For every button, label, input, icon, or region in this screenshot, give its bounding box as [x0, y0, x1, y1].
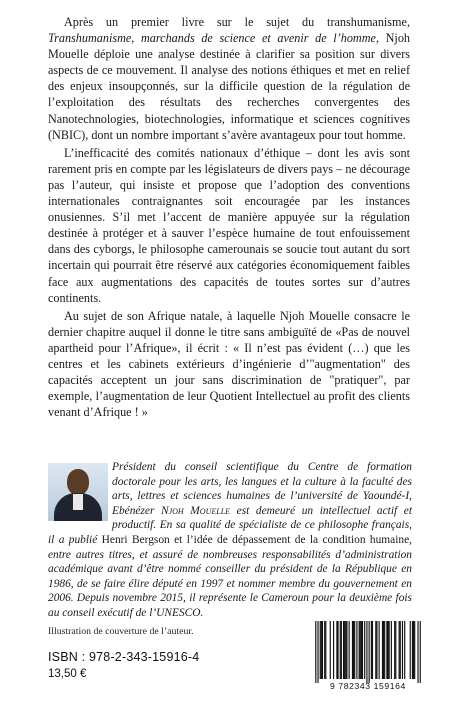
barcode-bar: [376, 621, 377, 679]
barcode-bar: [372, 621, 373, 679]
summary-paragraph-3: Au sujet de son Afrique natale, à laquelle Njoh Mouelle consacre le dernier chapitre auquel il donne le titre sans ambiguïté de «Pas de nouvel apartheid pour l’Afrique», il écrit : « Il n’est pas évident (…) que les centres et les cabinets extérieurs d’ingénierie d’"augmentation" des capacités acceptent un jour sans discrimination de "pratiquer", par exemple, l’augmentation de leur Quotient Intellectuel au profit des clients venant d’Afrique ! »: [48, 308, 410, 420]
barcode-bar: [315, 621, 316, 683]
barcode-bar: [399, 621, 400, 679]
barcode-bar: [346, 621, 347, 679]
barcode-bar: [325, 621, 326, 679]
barcode-bar: [387, 621, 388, 679]
barcode-bar: [366, 621, 367, 683]
summary-paragraph-1: [48, 14, 410, 143]
barcode-bar: [360, 621, 361, 679]
barcode-bar: [369, 621, 370, 683]
barcode-bar: [324, 621, 325, 679]
price: 13,50 €: [48, 668, 87, 680]
summary-paragraph-2: L’inefficacité des comités nationaux d’éthique – dont les avis sont rarement pris en compte par les législateurs de divers pays – ne décourage pas l’auteur, qui insiste et propose que l’adoption des conventions internationales contraignantes soit encouragée par les instances onusiennes. S’il met l’accent de manière appuyée sur la régulation destinée à protéger et à sauver l’espèce humaine de tout enfouissement dans des cyborgs, le philosophe camerounais se soucie tout autant du sort incertain qui pourrait être réservé aux catégories économiquement faibles face aux augmentations des capacités de toutes sortes sur d’autres continents.: [48, 145, 410, 305]
barcode-bar: [354, 621, 355, 679]
barcode-bar: [417, 621, 418, 683]
barcode-bar: [389, 621, 390, 679]
barcode-bar: [379, 621, 380, 679]
bio-text-2: est demeuré un intellectuel actif et productif. En sa qualité de spécialiste de ce philosophe français, il a publié: [48, 504, 413, 546]
barcode-bar: [344, 621, 345, 679]
barcode-bar: [413, 621, 414, 679]
barcode: [313, 621, 423, 683]
barcode-bar: [414, 621, 415, 679]
barcode-bar: [330, 621, 331, 679]
barcode-bar: [400, 621, 401, 679]
photo-spacer: [48, 460, 112, 522]
author-name: [112, 505, 230, 517]
barcode-bar: [420, 621, 421, 683]
summary-p1-text-cont: , Njoh Mouelle déploie une analyse destinée à clarifier sa position sur divers aspects de ce mouvement. Il analyse des notions éthiques et met en relief des enjeux insoupçonnés, sur la difficile question de la régulation de l’exploitation des résultats des recherches convergentes des Nanotechnologies, biotechnologies, informatique et sciences cognitives (NBIC), dont un nombre important s’avère avantageux pour tout homme.: [48, 31, 411, 142]
barcode-bar: [386, 621, 387, 679]
author-last-name: Njoh Mouelle: [161, 504, 231, 517]
barcode-bar: [341, 621, 342, 679]
bio-text-3: , entre autres titres, et assuré de nombreuses responsabilités d’administration académique avant d’être nommé conseiller du président de la République en 1986, de se faire élire député en 1997 et nommer membre du gouvernement en 2006. Depuis novembre 2015, il représente le Cameroun pour la deuxième fois au conseil exécutif de l’UNESCO.: [48, 533, 412, 619]
cover-illustration-credit: Illustration de couverture de l’auteur.: [48, 626, 194, 637]
barcode-bars: [313, 621, 423, 683]
barcode-bar: [349, 621, 350, 679]
author-biography: [48, 460, 412, 621]
barcode-bar: [321, 621, 322, 679]
isbn: ISBN : 978-2-343-15916-4: [48, 650, 200, 664]
barcode-bar: [375, 621, 376, 679]
barcode-bar: [404, 621, 405, 679]
barcode-bar: [359, 621, 360, 679]
barcode-bar: [336, 621, 337, 679]
barcode-bar: [364, 621, 365, 679]
barcode-bar: [395, 621, 396, 679]
barcode-bar: [410, 621, 411, 679]
barcode-bar: [371, 621, 372, 679]
barcode-bar: [356, 621, 357, 679]
barcode-bar: [352, 621, 353, 679]
barcode-bar: [343, 621, 344, 679]
barcode-bar: [394, 621, 395, 679]
barcode-bar: [322, 621, 323, 679]
summary-p1-text: Après un premier livre sur le sujet du transhumanisme,: [64, 15, 410, 29]
barcode-bar: [345, 621, 346, 679]
previous-book-title: Transhumanisme, marchands de science et avenir de l’homme: [48, 31, 376, 46]
barcode-bar: [353, 621, 354, 679]
barcode-bar: [317, 621, 318, 683]
barcode-bar: [402, 621, 403, 679]
barcode-bar: [384, 621, 385, 679]
barcode-bar: [320, 621, 321, 679]
barcode-bar: [362, 621, 363, 679]
barcode-bar: [337, 621, 338, 679]
bio-book-title: Henri Bergson et l’idée de dépassement de la condition humaine: [101, 533, 410, 546]
barcode-bar: [412, 621, 413, 679]
barcode-bar: [391, 621, 392, 679]
barcode-digits: 9 782343 159164: [330, 681, 406, 691]
barcode-bar: [382, 621, 383, 679]
barcode-bar: [340, 621, 341, 679]
barcode-bar: [361, 621, 362, 679]
bio-text-1: Président du conseil scientifique du Centre de formation doctorale pour les arts, les langues et la culture à la faculté des arts, lettres et sciences humaines de l’université de Yaoundé-I,: [112, 461, 412, 503]
barcode-bar: [333, 621, 334, 679]
back-cover-summary: [48, 14, 410, 420]
barcode-bar: [383, 621, 384, 679]
author-first-name: Ebénézer: [112, 504, 161, 517]
